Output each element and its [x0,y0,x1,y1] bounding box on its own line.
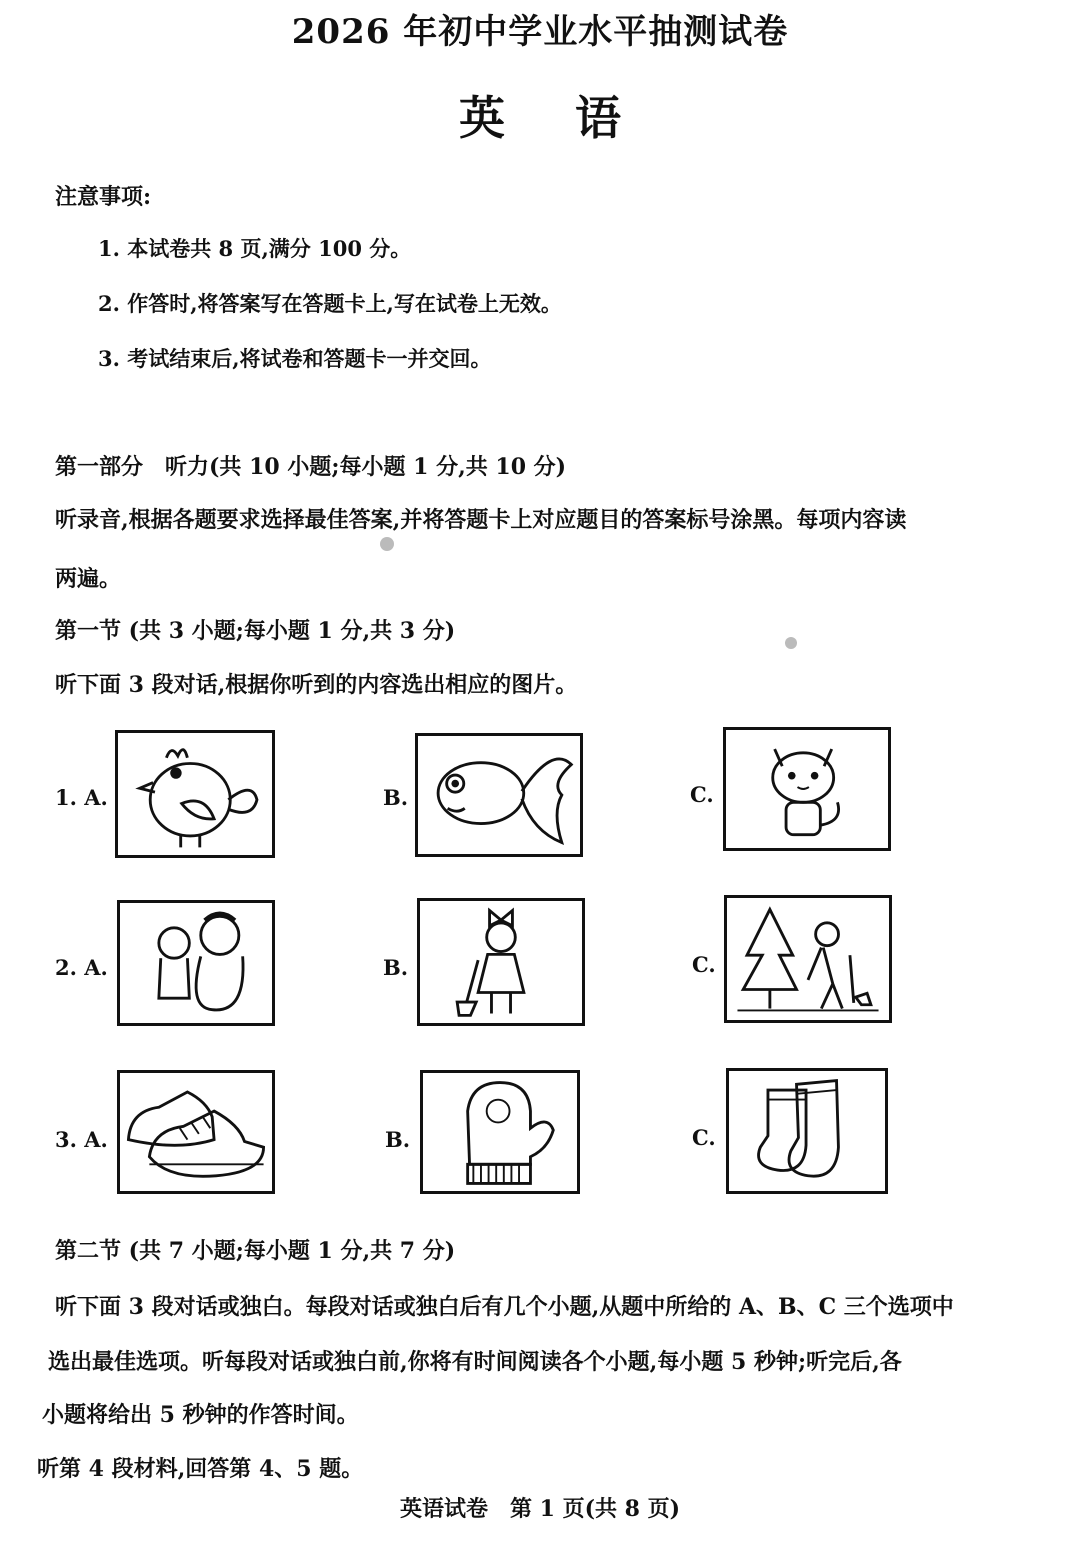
section2-instruction-cont: 小题将给出 5 秒钟的作答时间。 [42,1402,359,1428]
section2-heading: 第二节 (共 7 小题;每小题 1 分,共 7 分) [55,1238,456,1264]
q2-option-a-picture[interactable] [117,900,275,1026]
q1-option-a-picture[interactable] [115,730,275,858]
material-4-prompt: 听第 4 段材料,回答第 4、5 题。 [37,1456,364,1482]
q1-option-c-picture[interactable] [723,727,891,851]
section1-heading: 第一节 (共 3 小题;每小题 1 分,共 3 分) [55,618,456,644]
subject-title: 英语 [459,91,691,145]
q3-option-a-picture[interactable] [117,1070,275,1194]
q2-option-c-picture[interactable] [724,895,892,1023]
q3-option-b-label: B. [385,1127,411,1152]
grandmother-child-icon [120,903,272,1023]
q3-option-c-picture[interactable] [726,1068,888,1194]
scan-smudge [785,637,797,649]
note-item: 2. 作答时,将答案写在答题卡上,写在试卷上无效。 [98,291,562,316]
part1-instruction-cont: 两遍。 [55,566,122,592]
part1-heading: 第一部分 听力(共 10 小题;每小题 1 分,共 10 分) [55,454,567,480]
goldfish-icon [418,736,580,854]
q3-option-b-picture[interactable] [420,1070,580,1194]
q3-option-c-label: C. [692,1125,716,1150]
bird-icon [118,733,272,855]
q2-option-b-label: B. [383,955,409,980]
q1-option-c-label: C. [690,782,714,807]
note-item: 1. 本试卷共 8 页,满分 100 分。 [98,236,412,261]
section2-instruction: 听下面 3 段对话或独白。每段对话或独白后有几个小题,从题中所给的 A、B、C 三个选项中 [55,1294,954,1320]
page-footer: 英语试卷 第 1 页(共 8 页) [399,1496,681,1522]
mitten-icon [423,1073,577,1191]
question-1-label: 1. A. [55,785,108,810]
question-2-label: 2. A. [55,955,108,980]
q1-option-b-picture[interactable] [415,733,583,857]
q1-option-b-label: B. [383,785,409,810]
planting-tree-icon [727,898,889,1020]
note-item: 3. 考试结束后,将试卷和答题卡一并交回。 [98,346,492,371]
part1-instruction: 听录音,根据各题要求选择最佳答案,并将答题卡上对应题目的答案标号涂黑。每项内容读 [55,507,907,533]
section2-instruction-cont: 选出最佳选项。听每段对话或独白前,你将有时间阅读各个小题,每小题 5 秒钟;听完后,各 [48,1349,902,1375]
q2-option-c-label: C. [692,952,716,977]
sneakers-icon [120,1073,272,1191]
socks-icon [729,1071,885,1191]
exam-title: 2026 年初中学业水平抽测试卷 [291,12,789,52]
question-3-label: 3. A. [55,1127,108,1152]
q2-option-b-picture[interactable] [417,898,585,1026]
girl-with-broom-icon [420,901,582,1023]
notes-heading: 注意事项: [55,184,152,210]
kitten-icon [726,730,888,848]
section1-instruction: 听下面 3 段对话,根据你听到的内容选出相应的图片。 [55,672,578,698]
scan-smudge [380,537,394,551]
